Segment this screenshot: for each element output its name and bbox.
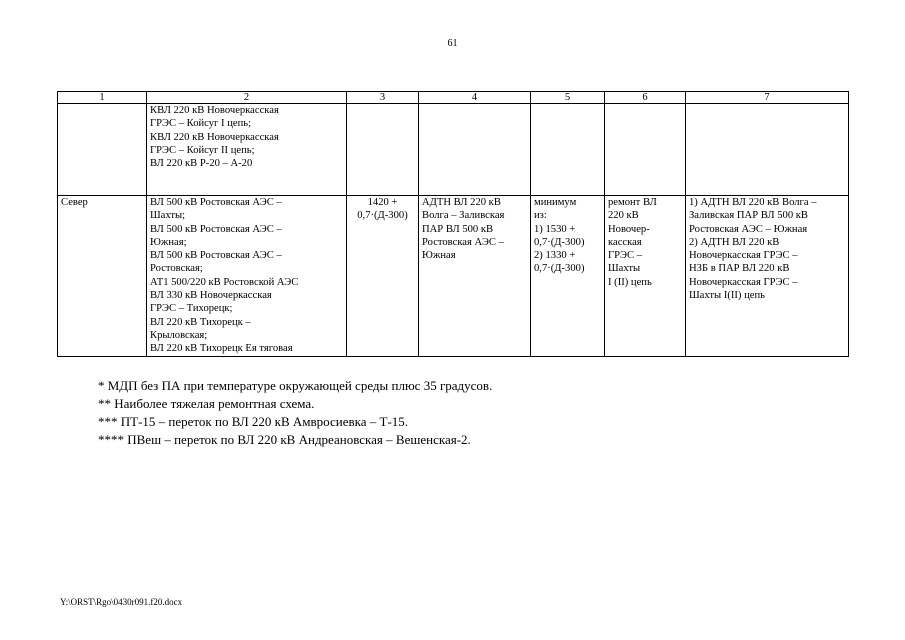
cell-line: Шахты I(II) цепь [689,290,765,302]
cell-line: Ростовская АЭС – [422,236,504,248]
cell-line: I (II) цепь [608,276,652,288]
cell-line: касская [608,236,642,248]
cell-line: 2) АДТН ВЛ 220 кВ [689,236,780,248]
cell-line: 1420 + [367,197,398,208]
table-cell [58,196,147,357]
table-header-row [58,92,849,104]
cell-line: АДТН ВЛ 220 кВ [422,197,501,208]
cell-line: Ростовская; [150,263,203,275]
cell-line: ГРЭС – Койсуг II цепь; [150,144,255,156]
cell-line: КВЛ 220 кВ Новочеркасская [150,131,279,143]
table-row [58,104,849,196]
cell-line: КВЛ 220 кВ Новочеркасская [150,105,279,116]
table-cell [147,196,347,357]
cell-line: Крыловская; [150,329,208,341]
cell-line: ВЛ 220 кВ Тихорецк Ея тяговая [150,343,293,355]
file-path: Y:\ORST\Rgo\0430r091.f20.docx [60,597,183,607]
cell-line: Ростовская АЭС – Южная [689,223,808,235]
footnote: ** Наиболее тяжелая ремонтная схема. [98,396,315,411]
cell-line: 1) АДТН ВЛ 220 кВ Волга – [689,197,817,208]
cell-line: 0,7·(Д-300) [534,263,585,275]
cell-line: ГРЭС – Койсуг I цепь; [150,118,252,130]
cell-line: ремонт ВЛ [608,197,657,208]
cell-line: НЗБ в ПАР ВЛ 220 кВ [689,263,790,275]
cell-line: из: [534,210,547,222]
table-cell [419,196,531,357]
footnote: * МДП без ПА при температуре окружающей среды плюс 35 градусов. [98,378,493,393]
header-cell: 4 [419,92,531,104]
cell-line: Новочер- [608,223,650,235]
cell-line: ПАР ВЛ 500 кВ [422,223,494,235]
cell-line: Шахты; [150,210,186,222]
cell-line: ГРЭС – Тихорецк; [150,303,233,315]
cell-line: Заливская ПАР ВЛ 500 кВ [689,210,808,222]
footnote: *** ПТ-15 – переток по ВЛ 220 кВ Амвросиевка – Т-15. [98,414,409,429]
table-cell [605,196,686,357]
cell-line: ВЛ 500 кВ Ростовская АЭС – [150,223,282,235]
cell-line: 2) 1330 + [534,250,576,262]
cell-line: минимум [534,197,577,208]
table-cell [686,104,849,196]
cell-line: Север [61,197,88,208]
table-cell [686,196,849,357]
data-table [57,91,849,357]
cell-line: Волга – Заливская [422,210,505,222]
cell-line: Южная [422,250,456,262]
footnotes [98,377,492,449]
cell-line: Шахты [608,263,641,275]
table-row [58,196,849,357]
cell-line: Южная; [150,236,187,248]
cell-line: ВЛ 220 кВ Р-20 – А-20 [150,158,253,170]
table-cell [531,104,605,196]
page-number: 61 [447,38,458,49]
cell-line: ВЛ 500 кВ Ростовская АЭС – [150,250,282,262]
footnote: **** ПВеш – переток по ВЛ 220 кВ Андреановская – Вешенская-2. [98,432,471,447]
table-cell [147,104,347,196]
cell-line: Новочеркасская ГРЭС – [689,250,798,262]
cell-line: 0,7·(Д-300) [534,236,585,248]
header-cell: 6 [605,92,686,104]
cell-line: 0,7·(Д-300) [357,210,408,222]
header-cell: 5 [531,92,605,104]
cell-line: 1) 1530 + [534,223,576,235]
header-cell: 3 [347,92,419,104]
table-cell [605,104,686,196]
cell-line: ВЛ 330 кВ Новочеркасская [150,290,272,302]
table-cell [531,196,605,357]
table-cell [419,104,531,196]
header-cell: 2 [147,92,347,104]
cell-line: ВЛ 500 кВ Ростовская АЭС – [150,197,282,208]
header-cell: 7 [686,92,849,104]
cell-line: ВЛ 220 кВ Тихорецк – [150,316,251,328]
header-cell: 1 [58,92,147,104]
cell-line: 220 кВ [608,210,639,222]
table-cell [58,104,147,196]
cell-line: АТ1 500/220 кВ Ростовской АЭС [150,276,299,288]
cell-line: ГРЭС – [608,250,643,262]
cell-line: Новочеркасская ГРЭС – [689,276,798,288]
table-cell [347,196,419,357]
table-cell [347,104,419,196]
